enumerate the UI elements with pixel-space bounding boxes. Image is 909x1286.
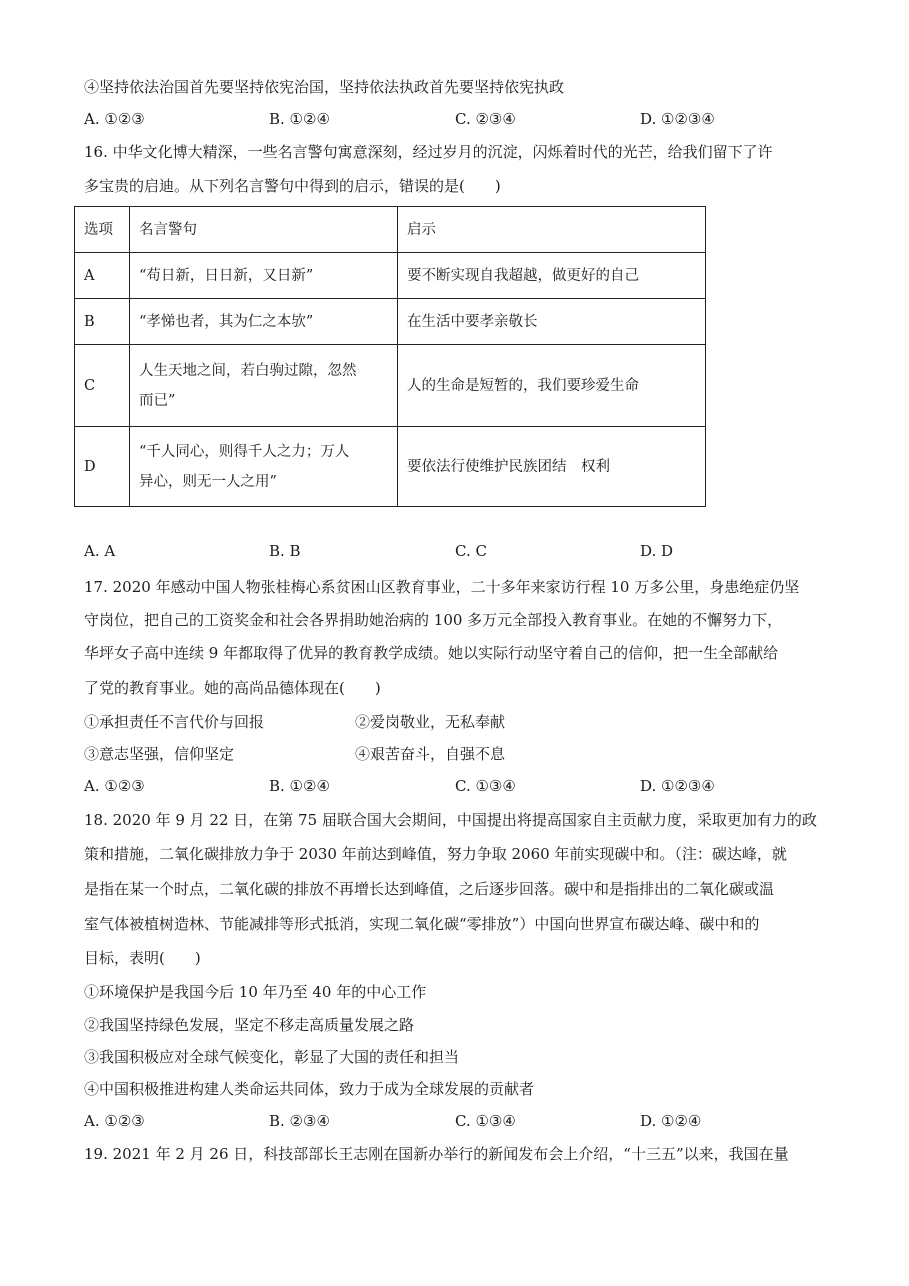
row-quote-line: 人生天地之间，若白驹过隙，忽然 <box>139 362 357 379</box>
q17-option-d: D. ①②③④ <box>640 777 715 795</box>
q15-option-a: A. ①②③ <box>84 110 145 128</box>
q17-option-a: A. ①②③ <box>84 777 145 795</box>
q16-stem-line-1: 16. 中华文化博大精深，一些名言警句寓意深刻，经过岁月的沉淀，闪烁着时代的光芒，给我们留下了许 <box>84 143 773 161</box>
q18-option-a: A. ①②③ <box>84 1112 145 1130</box>
q18-item-2: ②我国坚持绿色发展，坚定不移走高质量发展之路 <box>84 1016 415 1034</box>
row-quote-line: 而已” <box>139 392 176 409</box>
q15-item-4: ④坚持依法治国首先要坚持依宪治国，坚持依法执政首先要坚持依宪执政 <box>84 78 565 96</box>
q17-stem-line: 17. 2020 年感动中国人物张桂梅心系贫困山区教育事业，二十多年来家访行程 10 万多公里，身患绝症仍坚 <box>84 578 800 596</box>
q17-stem-line: 华坪女子高中连续 9 年都取得了优异的教育教学成绩。她以实际行动坚守着自己的信仰，把一生全部献给 <box>84 644 779 662</box>
row-quote: “苟日新，日日新，又日新” <box>130 253 398 299</box>
table-header-row <box>75 207 706 253</box>
q16-option-b: B. B <box>269 542 301 560</box>
q18-stem-line: 室气体被植树造林、节能减排等形式抵消，实现二氧化碳“零排放”）中国向世界宣布碳达峰、碳中和的 <box>84 915 760 933</box>
q16-table <box>74 206 706 507</box>
q17-item-2: ②爱岗敬业，无私奉献 <box>355 713 506 731</box>
row-option: D <box>75 427 130 507</box>
q18-stem-line: 18. 2020 年 9 月 22 日，在第 75 届联合国大会期间，中国提出将提高国家自主贡献力度，采取更加有力的政 <box>84 811 817 829</box>
table-header-quote: 名言警句 <box>130 207 398 253</box>
q15-option-b: B. ①②④ <box>269 110 330 128</box>
q17-option-b: B. ①②④ <box>269 777 330 795</box>
q18-stem-line: 策和措施，二氧化碳排放力争于 2030 年前达到峰值，努力争取 2060 年前实现碳中和。（注：碳达峰，就 <box>84 845 787 863</box>
q17-stem-line: 守岗位，把自己的工资奖金和社会各界捐助她治病的 100 多万元全部投入教育事业。在她的不懈努力下， <box>84 611 783 629</box>
row-quote <box>130 345 398 427</box>
row-quote: “孝悌也者，其为仁之本欤” <box>130 299 398 345</box>
table-row <box>75 345 706 427</box>
q18-item-4: ④中国积极推进构建人类命运共同体，致力于成为全球发展的贡献者 <box>84 1080 535 1098</box>
row-quote-line: “千人同心，则得千人之力；万人 <box>139 443 350 460</box>
q18-option-c: C. ①③④ <box>455 1112 516 1130</box>
q17-option-c: C. ①③④ <box>455 777 516 795</box>
row-insight: 要不断实现自我超越，做更好的自己 <box>398 253 706 299</box>
q18-item-3: ③我国积极应对全球气候变化，彰显了大国的责任和担当 <box>84 1048 460 1066</box>
table-row <box>75 299 706 345</box>
q18-stem-line: 是指在某一个时点，二氧化碳的排放不再增长达到峰值，之后逐步回落。碳中和是指排出的二氧化碳或温 <box>84 880 775 898</box>
row-insight: 要依法行使维护民族团结 权利 <box>398 427 706 507</box>
row-option: C <box>75 345 130 427</box>
row-insight: 人的生命是短暂的，我们要珍爱生命 <box>398 345 706 427</box>
q19-stem-line: 19. 2021 年 2 月 26 日，科技部部长王志刚在国新办举行的新闻发布会上介绍，“十三五”以来，我国在量 <box>84 1145 789 1163</box>
q16-option-d: D. D <box>640 542 674 560</box>
q18-option-d: D. ①②④ <box>640 1112 702 1130</box>
q18-stem-line: 目标，表明( ) <box>84 949 201 967</box>
q17-item-4: ④艰苦奋斗，自强不息 <box>355 745 506 763</box>
row-insight: 在生活中要孝亲敬长 <box>398 299 706 345</box>
q16-option-a: A. A <box>84 542 116 560</box>
q17-item-3: ③意志坚强，信仰坚定 <box>84 745 235 763</box>
q16-stem-line-2: 多宝贵的启迪。从下列名言警句中得到的启示，错误的是( ) <box>84 177 501 195</box>
q17-stem-line: 了党的教育事业。她的高尚品德体现在( ) <box>84 679 381 697</box>
row-option: A <box>75 253 130 299</box>
table-header-insight: 启示 <box>398 207 706 253</box>
q18-option-b: B. ②③④ <box>269 1112 330 1130</box>
q18-item-1: ①环境保护是我国今后 10 年乃至 40 年的中心工作 <box>84 983 427 1001</box>
q15-option-d: D. ①②③④ <box>640 110 715 128</box>
row-option: B <box>75 299 130 345</box>
q16-option-c: C. C <box>455 542 487 560</box>
table-header-option: 选项 <box>75 207 130 253</box>
table-row <box>75 253 706 299</box>
q15-option-c: C. ②③④ <box>455 110 516 128</box>
row-quote-line: 异心，则无一人之用” <box>139 473 277 490</box>
table-row <box>75 427 706 507</box>
row-quote <box>130 427 398 507</box>
q17-item-1: ①承担责任不言代价与回报 <box>84 713 265 731</box>
